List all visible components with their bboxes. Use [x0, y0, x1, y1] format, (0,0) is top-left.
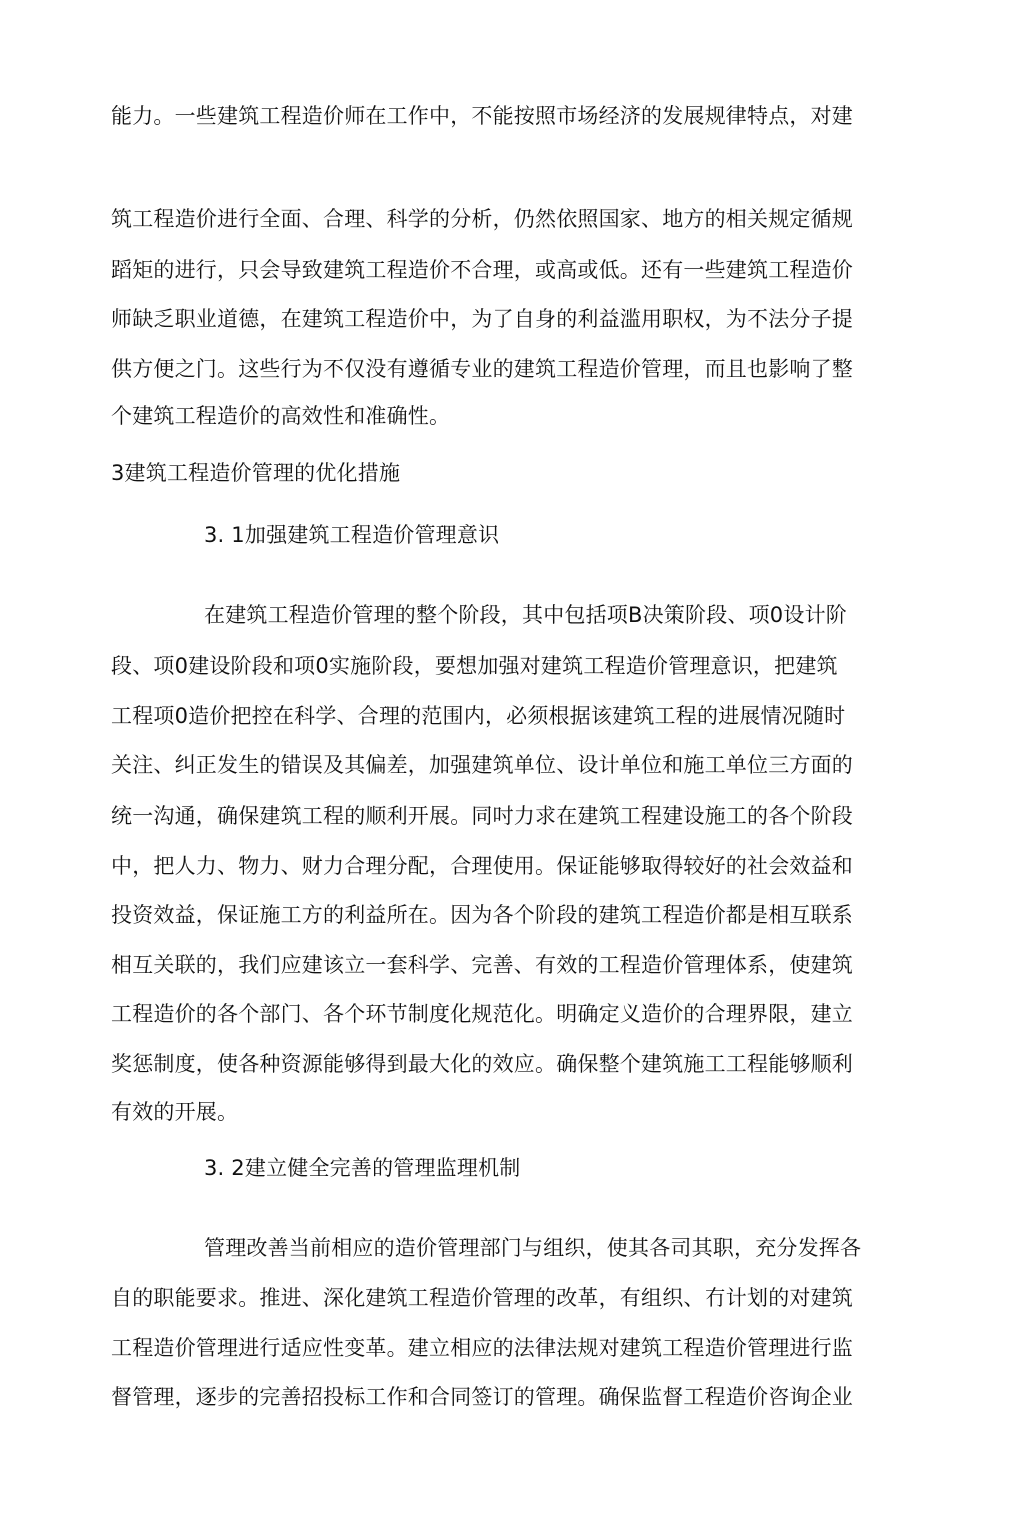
paragraph-line: 投资效益，保证施工方的利益所在。因为各个阶段的建筑工程造价都是相互联系: [111, 903, 853, 927]
paragraph-line: 工程造价管理进行适应性变革。建立相应的法律法规对建筑工程造价管理进行监: [111, 1336, 853, 1360]
paragraph-line: 师缺乏职业道德，在建筑工程造价中，为了自身的利益滥用职权，为不法分子提: [111, 307, 853, 331]
paragraph-line: 工程造价的各个部门、各个环节制度化规范化。明确定义造价的合理界限，建立: [111, 1002, 853, 1026]
paragraph-line: 中，把人力、物力、财力合理分配，合理使用。保证能够取得较好的社会效益和: [111, 854, 853, 878]
paragraph-line: 相互关联的，我们应建该立一套科学、完善、有效的工程造价管理体系，使建筑: [111, 953, 853, 977]
subsection-heading: 3. 1加强建筑工程造价管理意识: [204, 523, 500, 547]
paragraph-line: 供方便之门。这些行为不仅没有遵循专业的建筑工程造价管理，而且也影响了整: [111, 357, 853, 381]
paragraph-line: 筑工程造价进行全面、合理、科学的分析，仍然依照国家、地方的相关规定循规: [111, 207, 853, 231]
paragraph-line: 段、项0建设阶段和项0实施阶段，要想加强对建筑工程造价管理意识，把建筑: [111, 654, 838, 678]
subsection-heading: 3. 2建立健全完善的管理监理机制: [204, 1156, 521, 1180]
section-heading: 3建筑工程造价管理的优化措施: [111, 461, 401, 485]
paragraph-line: 蹈矩的进行，只会导致建筑工程造价不合理，或高或低。还有一些建筑工程造价: [111, 258, 853, 282]
paragraph-line: 督管理，逐步的完善招投标工作和合同签订的管理。确保监督工程造价咨询企业: [111, 1385, 853, 1409]
paragraph-line: 有效的开展。: [111, 1100, 239, 1124]
paragraph-line: 管理改善当前相应的造价管理部门与组织，使其各司其职，充分发挥各: [204, 1236, 862, 1260]
paragraph-line: 奖惩制度，使各种资源能够得到最大化的效应。确保整个建筑施工工程能够顺利: [111, 1052, 853, 1076]
paragraph-line: 统一沟通，确保建筑工程的顺利开展。同吋力求在建筑工程建设施工的各个阶段: [111, 804, 853, 828]
paragraph-line: 个建筑工程造价的高效性和准确性。: [111, 404, 451, 428]
paragraph-line: 自的职能要求。推进、深化建筑工程造价管理的改革，有组织、冇计划的对建筑: [111, 1286, 853, 1310]
paragraph-line: 工程项0造价把控在科学、合理的范围内，必须根据该建筑工程的进展情况随时: [111, 704, 846, 728]
paragraph-line: 能力。一些建筑工程造价师在工作中，不能按照市场经济的发展规律特点，对建: [111, 104, 853, 128]
paragraph-line: 在建筑工程造价管理的整个阶段，其中包括项B决策阶段、项0设计阶: [204, 603, 847, 627]
paragraph-line: 关注、纠正发生的错误及其偏差，加强建筑单位、设计单位和施工单位三方面的: [111, 753, 853, 777]
